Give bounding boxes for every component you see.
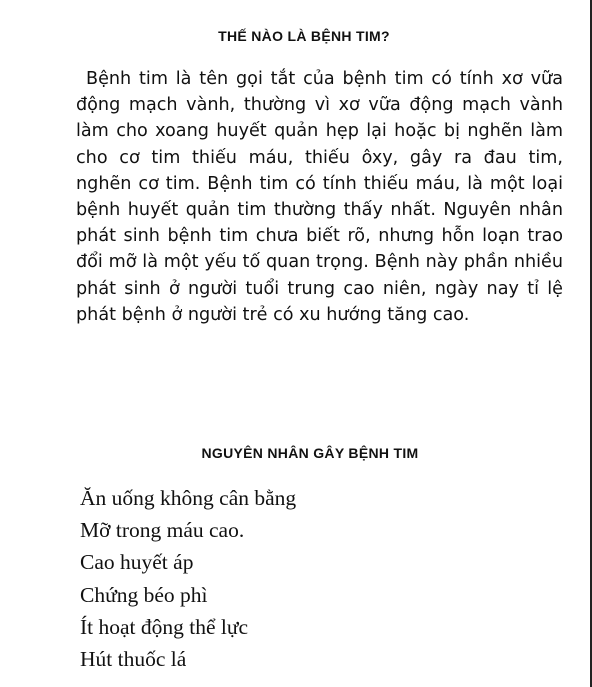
list-item: Chứng béo phì (80, 582, 208, 607)
definition-paragraph: Bệnh tim là tên gọi tắt của bệnh tim có tính xơ vữa động mạch vành, thường vì xơ vữa động mạch vành làm cho xoang huyết quản hẹp lại hoặc bị nghẽn làm cho cơ tim thiếu máu, thiếu ôxy, gây ra đau tim, nghẽn cơ tim. Bệnh tim có tính thiếu máu, là một loại bệnh huyết quản tim thường thấy nhất. Nguyên nhân phát sinh bệnh tim chưa biết rõ, nhưng hỗn loạn trao đổi mỡ là một yếu tố quan trọng. Bệnh này phần nhiều phát sinh ở người tuổi trung cao niên, ngày nay tỉ lệ phát bệnh ở người trẻ có xu hướng tăng cao. (76, 69, 563, 325)
list-item: Ăn uống không cân bằng (80, 486, 297, 510)
list-item: Cao huyết áp (80, 550, 194, 575)
section-heading-causes: NGUYÊN NHÂN GÂY BỆNH TIM (201, 445, 419, 461)
list-item: Mỡ trong máu cao. (80, 518, 245, 543)
list-item: Ít hoạt động thể lực (80, 614, 249, 639)
causes-list (80, 482, 296, 675)
section-heading-what-is-heart-disease: THẾ NÀO LÀ BỆNH TIM? (218, 28, 390, 44)
list-item: Hút thuốc lá (80, 647, 187, 672)
